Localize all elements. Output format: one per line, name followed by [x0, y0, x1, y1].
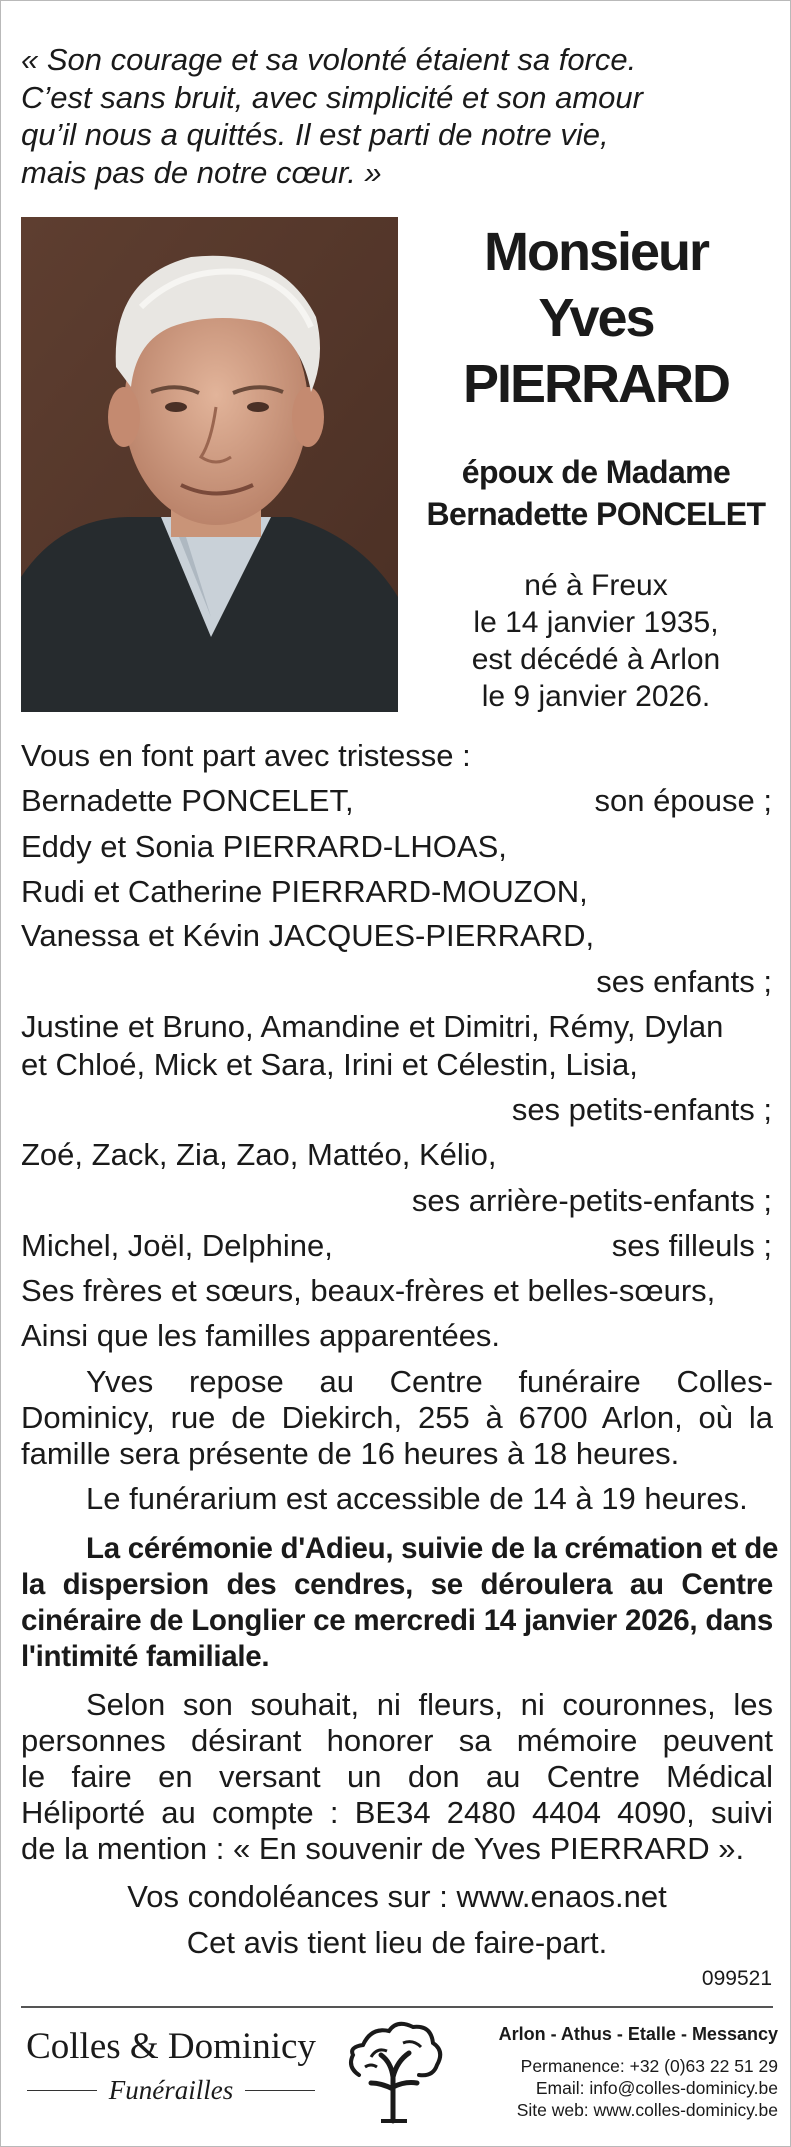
contact-website[interactable]: Site web: www.colles-dominicy.be: [516, 2100, 778, 2120]
ceremony-line: l'intimité familiale.: [21, 1640, 270, 1673]
spouse-entry-role: son épouse ;: [594, 783, 772, 818]
families-line: Ainsi que les familles apparentées.: [21, 1318, 501, 1353]
wish-line: Héliporté au compte : BE34 2480 4404 4090, suivi: [21, 1795, 773, 1830]
ceremony-paragraph: [21, 1531, 779, 1675]
spouse-name: Bernadette PONCELET: [426, 496, 766, 532]
birth-date: le 14 janvier 1935,: [473, 606, 719, 639]
godchildren-role: ses filleuls ;: [611, 1228, 772, 1263]
quote-line: C’est sans bruit, avec simplicité et son amour: [21, 79, 643, 115]
announcement-intro: Vous en font part avec tristesse :: [21, 738, 471, 773]
rest-paragraph: [21, 1364, 773, 1472]
grandchildren-role: ses petits-enfants ;: [511, 1092, 772, 1127]
deceased-lastname: PIERRARD: [462, 354, 730, 414]
quote-line: mais pas de notre cœur. »: [21, 154, 382, 190]
contact-towns: Arlon - Athus - Etalle - Messancy: [498, 2024, 778, 2044]
ceremony-line: la dispersion des cendres, se déroulera au Centre: [21, 1568, 773, 1601]
access-hours: Le funérarium est accessible de 14 à 19 heures.: [86, 1481, 748, 1516]
portrait-photo: [21, 217, 398, 712]
contact-phone[interactable]: Permanence: +32 (0)63 22 51 29: [520, 2056, 778, 2076]
ceremony-line: cinéraire de Longlier ce mercredi 14 janvier 2026, dans: [21, 1604, 773, 1637]
subtitle-rule: [27, 2090, 97, 2091]
spouse-line: époux de Madame: [461, 454, 731, 490]
rest-line: Yves repose au Centre funéraire Colles-: [86, 1364, 773, 1399]
child-entry: Rudi et Catherine PIERRARD-MOUZON,: [21, 874, 588, 909]
grandchildren-line: Justine et Bruno, Amandine et Dimitri, Rémy, Dylan: [21, 1009, 724, 1044]
funeral-home-name: Colles & Dominicy: [26, 2026, 316, 2067]
condolences-link[interactable]: Vos condoléances sur : www.enaos.net: [127, 1879, 667, 1914]
funeral-home-contact: [456, 2023, 778, 2121]
birth-place: né à Freux: [524, 569, 668, 602]
tree-icon: [341, 2017, 451, 2125]
quote-line: « Son courage et sa volonté étaient sa force.: [21, 42, 637, 77]
great-grandchildren-line: Zoé, Zack, Zia, Zao, Mattéo, Kélio,: [21, 1137, 497, 1172]
funeral-home-logo: [21, 2025, 321, 2106]
wish-line: Selon son souhait, ni fleurs, ni couronnes, les: [86, 1687, 773, 1722]
godchildren-line: Michel, Joël, Delphine,: [21, 1228, 333, 1263]
subtitle-rule: [245, 2090, 315, 2091]
great-grandchildren-role: ses arrière-petits-enfants ;: [411, 1183, 772, 1218]
memorial-quote: [21, 41, 761, 191]
death-place: est décédé à Arlon: [471, 643, 721, 676]
wish-line: personnes désirant honorer sa mémoire peuvent: [21, 1723, 773, 1758]
spouse-block: [411, 451, 781, 535]
child-entry: Eddy et Sonia PIERRARD-LHOAS,: [21, 829, 507, 864]
rest-line: Dominicy, rue de Diekirch, 255 à 6700 Arlon, où la: [21, 1400, 773, 1435]
siblings-line: Ses frères et sœurs, beaux-frères et belles-sœurs,: [21, 1273, 716, 1308]
wish-paragraph: [21, 1687, 773, 1867]
notice-line: Cet avis tient lieu de faire-part.: [186, 1925, 608, 1960]
deceased-firstname: Yves: [538, 288, 654, 348]
birth-death-block: [411, 567, 781, 715]
deceased-identity: [411, 219, 781, 715]
footer-divider: [21, 2006, 773, 2008]
death-date: le 9 janvier 2026.: [481, 680, 711, 713]
reference-number: 099521: [701, 1967, 772, 1990]
rest-line: famille sera présente de 16 heures à 18 heures.: [21, 1436, 680, 1471]
child-entry: Vanessa et Kévin JACQUES-PIERRARD,: [21, 918, 595, 953]
quote-line: qu’il nous a quittés. Il est parti de notre vie,: [21, 117, 609, 152]
civility-title: Monsieur: [483, 222, 709, 282]
ceremony-line: La cérémonie d'Adieu, suivie de la crémation et de: [86, 1532, 779, 1565]
portrait-illustration: [21, 217, 398, 712]
children-role: ses enfants ;: [596, 964, 772, 999]
funeral-home-subtitle: [21, 2075, 321, 2106]
subtitle-text: Funérailles: [108, 2075, 234, 2105]
wish-line: de la mention : « En souvenir de Yves PIERRARD ».: [21, 1831, 745, 1866]
wish-line: le faire en versant un don au Centre Médical: [21, 1759, 773, 1794]
spouse-entry-name: Bernadette PONCELET,: [21, 783, 354, 818]
contact-email[interactable]: Email: info@colles-dominicy.be: [535, 2078, 778, 2098]
grandchildren-line: et Chloé, Mick et Sara, Irini et Célestin, Lisia,: [21, 1047, 638, 1082]
